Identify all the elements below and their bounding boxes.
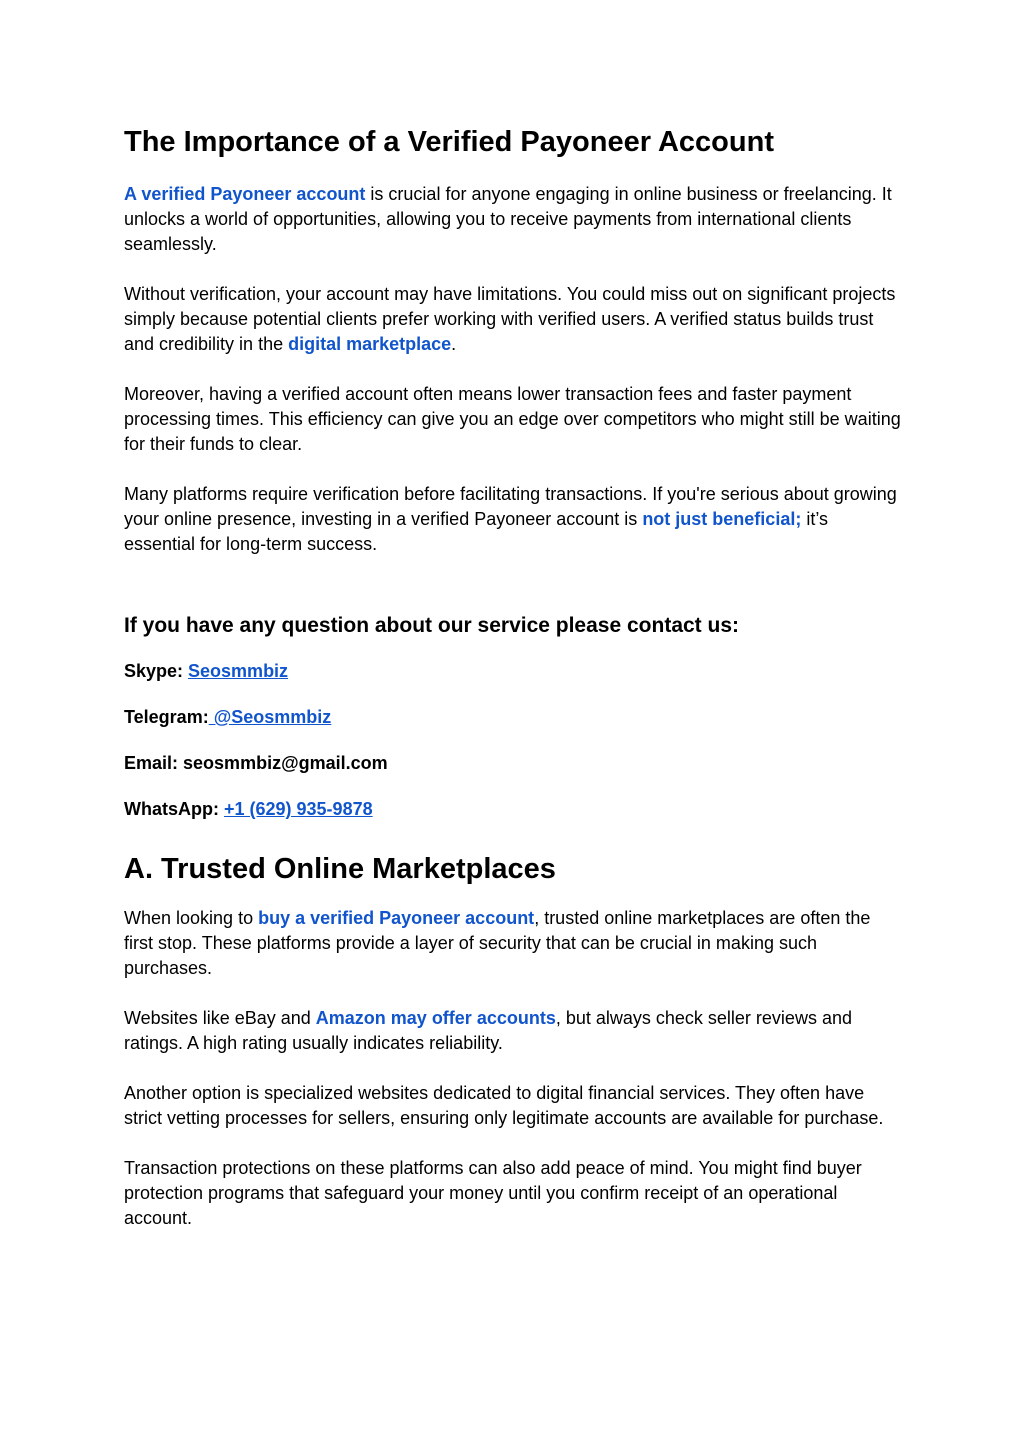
- paragraph-verification: [124, 282, 904, 357]
- paragraph-end: , trusted online marketplaces are often the first stop. These platforms provide a layer of security that can be crucial in making such purchases.: [124, 908, 871, 978]
- paragraph-text: Transaction protections on these platforms can also add peace of mind. You might find buyer protection programs that safeguard your money until you confirm receipt of an operational account.: [124, 1158, 862, 1228]
- paragraph-text: Moreover, having a verified account often means lower transaction fees and faster payment processing times. This efficiency can give you an edge over competitors who might still be waiting for their funds to clear.: [124, 384, 901, 454]
- contact-skype: [124, 659, 904, 683]
- whatsapp-link[interactable]: +1 (629) 935-9878: [223, 799, 373, 819]
- page-title: The Importance of a Verified Payoneer Account: [124, 126, 774, 158]
- whatsapp-label: WhatsApp:: [124, 799, 224, 819]
- contact-email: [124, 751, 904, 775]
- amazon-accounts-link[interactable]: Amazon may offer accounts: [315, 1008, 556, 1028]
- digital-marketplace-link[interactable]: digital marketplace: [288, 334, 452, 354]
- email-label: Email:: [124, 753, 184, 773]
- contact-whatsapp: [124, 797, 904, 821]
- contact-heading: If you have any question about our service please contact us:: [124, 614, 739, 637]
- paragraph-specialized-websites: [124, 1081, 904, 1131]
- paragraph-intro: [124, 182, 904, 257]
- paragraph-platforms: [124, 482, 904, 557]
- paragraph-text: Without verification, your account may have limitations. You could miss out on significant projects simply because potential clients prefer working with verified users. A verified status builds trust and credibility in the: [124, 284, 896, 354]
- paragraph-text: Another option is specialized websites dedicated to digital financial services. They often have strict vetting processes for sellers, ensuring only legitimate accounts are available for purchase.: [124, 1083, 884, 1128]
- paragraph-end: , but always check seller reviews and ratings. A high rating usually indicates reliability.: [124, 1008, 852, 1053]
- paragraph-text: is crucial for anyone engaging in online business or freelancing. It unlocks a world of opportunities, allowing you to receive payments from international clients seamlessly.: [124, 184, 892, 254]
- contact-telegram: [124, 705, 904, 729]
- paragraph-text: Websites like eBay and: [124, 1008, 316, 1028]
- paragraph-end: .: [451, 334, 457, 354]
- paragraph-transaction-protections: [124, 1156, 904, 1231]
- buy-verified-payoneer-link[interactable]: buy a verified Payoneer account: [258, 908, 535, 928]
- section-title-marketplaces: A. Trusted Online Marketplaces: [124, 853, 556, 885]
- paragraph-ebay-amazon: [124, 1006, 904, 1056]
- paragraph-marketplaces-intro: [124, 906, 904, 981]
- paragraph-fees: [124, 382, 904, 457]
- email-value: seosmmbiz@gmail.com: [183, 753, 388, 773]
- verified-payoneer-account-link[interactable]: A verified Payoneer account: [124, 184, 366, 204]
- telegram-label: Telegram:: [124, 707, 209, 727]
- paragraph-end: it’s essential for long-term success.: [124, 509, 829, 554]
- telegram-link[interactable]: @Seosmmbiz: [208, 707, 332, 727]
- paragraph-text: Many platforms require verification before facilitating transactions. If you're serious about growing your online presence, investing in a verified Payoneer account is: [124, 484, 897, 529]
- skype-link[interactable]: Seosmmbiz: [188, 661, 289, 681]
- not-just-beneficial-link[interactable]: not just beneficial;: [642, 509, 802, 529]
- skype-label: Skype:: [124, 661, 189, 681]
- paragraph-text: When looking to: [124, 908, 259, 928]
